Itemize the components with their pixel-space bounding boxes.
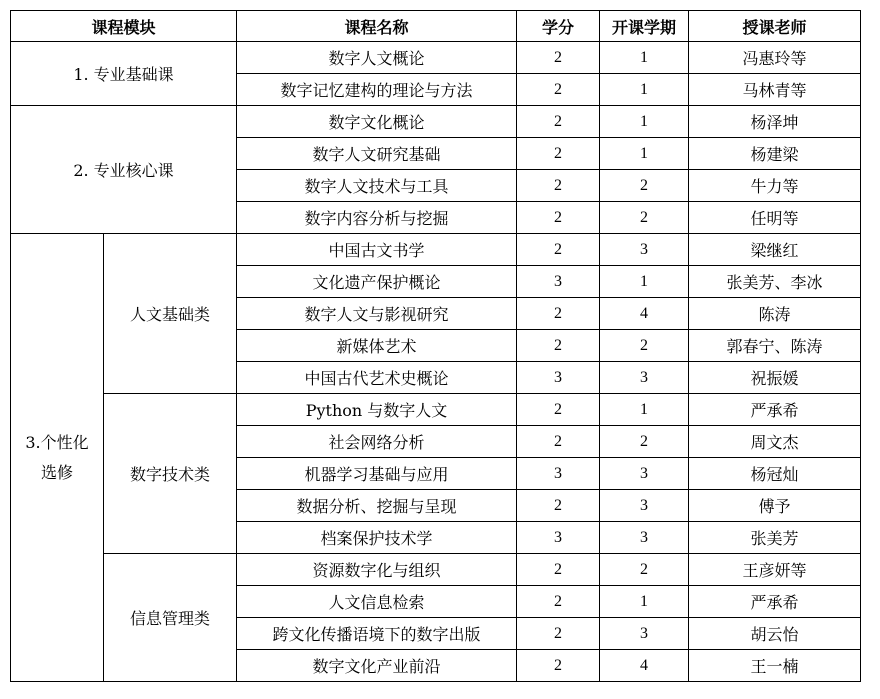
course-credit: 2: [517, 586, 600, 618]
course-credit: 2: [517, 42, 600, 74]
course-credit: 2: [517, 74, 600, 106]
course-name: 数字人文概论: [237, 42, 517, 74]
course-table-container: [10, 10, 861, 682]
course-semester: 2: [600, 330, 689, 362]
table-row: [11, 234, 861, 266]
course-credit: 3: [517, 266, 600, 298]
course-teacher: 杨冠灿: [689, 458, 861, 490]
course-credit: 2: [517, 138, 600, 170]
course-teacher: 牛力等: [689, 170, 861, 202]
course-name: 新媒体艺术: [237, 330, 517, 362]
course-teacher: 任明等: [689, 202, 861, 234]
course-name: Python 与数字人文: [237, 394, 517, 426]
course-name: 中国古代艺术史概论: [237, 362, 517, 394]
course-semester: 3: [600, 362, 689, 394]
course-semester: 1: [600, 266, 689, 298]
course-semester: 1: [600, 106, 689, 138]
course-credit: 2: [517, 234, 600, 266]
course-name: 文化遗产保护概论: [237, 266, 517, 298]
course-credit: 3: [517, 522, 600, 554]
module-cell-core: 2. 专业核心课: [11, 106, 237, 234]
course-name: 社会网络分析: [237, 426, 517, 458]
course-semester: 3: [600, 458, 689, 490]
course-table: [10, 10, 861, 682]
table-row: [11, 554, 861, 586]
course-credit: 2: [517, 618, 600, 650]
course-credit: 2: [517, 202, 600, 234]
course-credit: 2: [517, 554, 600, 586]
course-name: 数据分析、挖掘与呈现: [237, 490, 517, 522]
course-name: 数字人文技术与工具: [237, 170, 517, 202]
course-credit: 2: [517, 330, 600, 362]
course-teacher: 郭春宁、陈涛: [689, 330, 861, 362]
course-teacher: 王一楠: [689, 650, 861, 682]
course-credit: 2: [517, 650, 600, 682]
course-credit: 2: [517, 426, 600, 458]
course-teacher: 傅予: [689, 490, 861, 522]
course-name: 数字人文与影视研究: [237, 298, 517, 330]
course-teacher: 张美芳: [689, 522, 861, 554]
course-name: 数字记忆建构的理论与方法: [237, 74, 517, 106]
table-row: [11, 42, 861, 74]
course-name: 人文信息检索: [237, 586, 517, 618]
course-semester: 1: [600, 42, 689, 74]
module-elective-line1: 3.个性化: [25, 432, 89, 452]
course-teacher: 杨泽坤: [689, 106, 861, 138]
submodule-info-management: 信息管理类: [104, 554, 237, 682]
course-credit: 2: [517, 170, 600, 202]
table-row: [11, 106, 861, 138]
course-name: 档案保护技术学: [237, 522, 517, 554]
header-credit: 学分: [517, 11, 600, 42]
table-row: [11, 394, 861, 426]
module-cell-basic: 1. 专业基础课: [11, 42, 237, 106]
course-teacher: 陈涛: [689, 298, 861, 330]
course-teacher: 马林青等: [689, 74, 861, 106]
course-semester: 2: [600, 426, 689, 458]
module-elective-line2: 选修: [40, 462, 73, 482]
course-teacher: 严承希: [689, 394, 861, 426]
header-row: [11, 11, 861, 42]
course-teacher: 王彦妍等: [689, 554, 861, 586]
course-semester: 1: [600, 586, 689, 618]
header-course-name: 课程名称: [237, 11, 517, 42]
course-teacher: 杨建梁: [689, 138, 861, 170]
course-name: 机器学习基础与应用: [237, 458, 517, 490]
course-name: 数字内容分析与挖掘: [237, 202, 517, 234]
course-semester: 3: [600, 234, 689, 266]
course-teacher: 张美芳、李冰: [689, 266, 861, 298]
course-credit: 2: [517, 490, 600, 522]
course-semester: 4: [600, 650, 689, 682]
course-credit: 3: [517, 362, 600, 394]
course-semester: 1: [600, 74, 689, 106]
course-credit: 3: [517, 458, 600, 490]
course-semester: 2: [600, 202, 689, 234]
course-credit: 2: [517, 106, 600, 138]
course-name: 数字文化概论: [237, 106, 517, 138]
course-semester: 4: [600, 298, 689, 330]
course-semester: 1: [600, 394, 689, 426]
course-name: 中国古文书学: [237, 234, 517, 266]
course-teacher: 冯惠玲等: [689, 42, 861, 74]
course-teacher: 祝振媛: [689, 362, 861, 394]
course-semester: 2: [600, 554, 689, 586]
submodule-humanities: 人文基础类: [104, 234, 237, 394]
course-semester: 3: [600, 618, 689, 650]
course-semester: 1: [600, 138, 689, 170]
course-credit: 2: [517, 298, 600, 330]
header-teacher: 授课老师: [689, 11, 861, 42]
module-cell-elective: [11, 234, 104, 682]
header-semester: 开课学期: [600, 11, 689, 42]
course-semester: 2: [600, 170, 689, 202]
course-semester: 3: [600, 522, 689, 554]
submodule-digital-tech: 数字技术类: [104, 394, 237, 554]
course-name: 跨文化传播语境下的数字出版: [237, 618, 517, 650]
course-semester: 3: [600, 490, 689, 522]
course-name: 数字文化产业前沿: [237, 650, 517, 682]
course-name: 数字人文研究基础: [237, 138, 517, 170]
course-teacher: 周文杰: [689, 426, 861, 458]
course-teacher: 胡云怡: [689, 618, 861, 650]
course-credit: 2: [517, 394, 600, 426]
course-teacher: 严承希: [689, 586, 861, 618]
course-name: 资源数字化与组织: [237, 554, 517, 586]
header-module: 课程模块: [11, 11, 237, 42]
course-teacher: 梁继红: [689, 234, 861, 266]
